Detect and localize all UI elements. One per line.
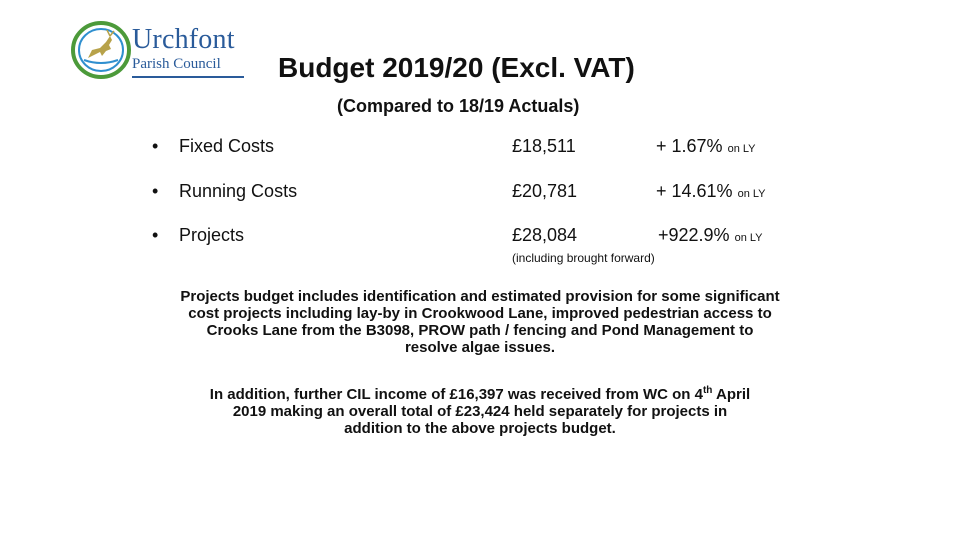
paragraph-line: cost projects including lay-by in Crookwood Lane, improved pedestrian access to: [188, 305, 772, 322]
budget-amount: £18,511: [512, 136, 576, 156]
cil-line1-text: In addition, further CIL income of £16,397 was received from WC on 4: [209, 386, 703, 403]
cil-paragraph: [120, 382, 840, 437]
change-suffix: on LY: [727, 143, 756, 155]
bullet-icon: •: [152, 181, 159, 201]
logo-name: Urchfont: [132, 24, 235, 55]
paragraph-line: Projects budget includes identification and estimated provision for some significant: [180, 288, 780, 305]
budget-label: Fixed Costs: [179, 136, 275, 156]
logo-subtitle: Parish Council: [132, 56, 221, 72]
budget-change: [656, 136, 756, 157]
projects-budget-paragraph: [120, 288, 840, 356]
change-suffix: on LY: [737, 188, 766, 200]
bullet-icon: •: [152, 225, 159, 245]
paragraph-line: 2019 making an overall total of £23,424 held separately for projects in: [232, 403, 728, 420]
page-subtitle: (Compared to 18/19 Actuals): [337, 96, 580, 116]
budget-change: [656, 181, 766, 202]
change-value: + 14.61%: [656, 181, 733, 201]
change-suffix: on LY: [734, 232, 763, 244]
paragraph-line: Crooks Lane from the B3098, PROW path / fencing and Pond Management to: [206, 322, 754, 339]
budget-amount: £28,084: [512, 225, 578, 245]
deer-emblem-icon: [70, 20, 132, 80]
logo-underline: [132, 76, 244, 78]
change-value: + 1.67%: [656, 136, 723, 156]
budget-change: [658, 225, 763, 246]
change-value: +922.9%: [658, 225, 730, 245]
paragraph-line: addition to the above projects budget.: [344, 420, 616, 437]
projects-note: (including brought forward): [512, 251, 655, 265]
cil-line1-tail: April: [712, 386, 751, 403]
paragraph-line: resolve algae issues.: [404, 339, 556, 356]
budget-label: Projects: [179, 225, 245, 245]
ordinal-suffix: th: [702, 385, 713, 396]
parish-council-logo: [70, 20, 245, 80]
budget-label: Running Costs: [179, 181, 298, 201]
paragraph-line: [120, 382, 840, 403]
bullet-icon: •: [152, 136, 159, 156]
page-title: Budget 2019/20 (Excl. VAT): [278, 52, 635, 83]
budget-amount: £20,781: [512, 181, 578, 201]
